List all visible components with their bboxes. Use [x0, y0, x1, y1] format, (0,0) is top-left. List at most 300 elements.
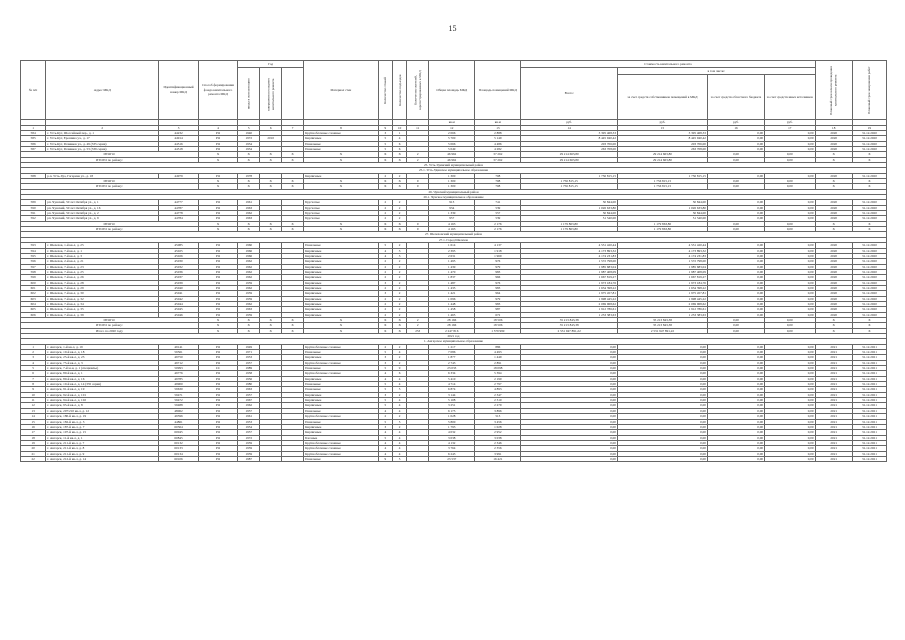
table-cell: 59561: [159, 350, 199, 355]
table-cell: 59471: [159, 392, 199, 397]
table-cell: 1963: [238, 205, 260, 210]
total-cell: 1 756 815,15: [521, 179, 618, 184]
table-cell: 2020: [815, 285, 852, 290]
column-number-cell: 10: [393, 125, 407, 130]
table-cell: 979: [475, 296, 521, 301]
table-cell: 31.12.2020: [852, 253, 886, 258]
table-cell: 2021: [815, 360, 852, 365]
table-cell: 0,00: [707, 243, 764, 248]
table-cell: Панельные: [304, 243, 379, 248]
table-cell: 0,00: [521, 376, 618, 381]
total-cell: X: [282, 221, 304, 226]
table-cell: 2020: [815, 280, 852, 285]
header-total: Всего:: [521, 68, 618, 120]
table-cell: 1987: [238, 456, 260, 461]
table-cell: 31.12.2021: [852, 435, 886, 440]
table-cell: 49141: [159, 344, 199, 349]
table-cell: 966: [475, 275, 521, 280]
table-cell: 2 888: [475, 130, 521, 135]
table-cell: 4: [378, 253, 392, 258]
table-cell: 2: [378, 285, 392, 290]
total-label: ИТОГО:: [21, 317, 199, 322]
table-cell: 591: [21, 211, 46, 216]
table-cell: г. Ангарск, 80-й кв-л, д. 1: [46, 371, 159, 376]
unit-cell: кв.м: [475, 120, 521, 126]
table-cell: 4 493: [475, 350, 521, 355]
table-cell: 0,00: [765, 280, 816, 285]
table-cell: 0,00: [765, 141, 816, 146]
header-regional: за счет средств областного бюджета: [707, 75, 764, 120]
total-cell: X: [378, 184, 392, 189]
table-cell: 0,00: [707, 440, 764, 445]
total-cell: 4 163: [429, 221, 475, 226]
total-cell: 0,00: [765, 179, 816, 184]
table-cell: 0,00: [765, 366, 816, 371]
table-cell: 4 137: [475, 243, 521, 248]
table-cell: 584: [21, 130, 46, 135]
table-cell: 0,00: [765, 205, 816, 210]
table-cell: г. Усть-Кут, Речников ул., д. 53 (339 серия): [46, 146, 159, 151]
header-num: № п/п: [21, 61, 46, 120]
table-cell: 2 395: [429, 248, 475, 253]
table-cell: 1972: [238, 136, 260, 141]
table-cell: 0,00: [765, 414, 816, 419]
section-heading: 26. Чунский муниципальный район: [21, 189, 887, 194]
table-cell: 0,00: [617, 392, 707, 397]
table-cell: 0,00: [707, 211, 764, 216]
total-cell: 253: [407, 328, 429, 333]
total-cell: X: [852, 184, 886, 189]
table-cell: г. Шелехов, 7-й кв-л, д. 39: [46, 312, 159, 317]
table-cell: 45037: [159, 275, 199, 280]
table-cell: 0,00: [707, 173, 764, 178]
table-cell: 45030: [159, 259, 199, 264]
table-cell: РО: [198, 387, 238, 392]
table-cell: 1 667 819,27: [521, 275, 618, 280]
total-cell: 29 214 663,80: [617, 152, 707, 157]
table-cell: 45042: [159, 296, 199, 301]
table-cell: г. Шелехов, 7-й кв-л, д. 32: [46, 296, 159, 301]
table-cell: РО: [198, 136, 238, 141]
section-heading: 25. Усть-Удинский муниципальный район: [21, 163, 887, 168]
table-cell: РО: [198, 291, 238, 296]
table-cell: 3 764: [429, 446, 475, 451]
table-cell: Кирпичные: [304, 376, 379, 381]
table-cell: 31.12.2021: [852, 446, 886, 451]
table-cell: Панельные: [304, 419, 379, 424]
table-cell: 1 973 184,76: [617, 280, 707, 285]
table-cell: 2010: [260, 136, 282, 141]
table-cell: 2: [378, 211, 392, 216]
total-cell: 29 214 663,80: [617, 157, 707, 162]
total-cell: 2 531 947 891,22: [521, 328, 618, 333]
table-cell: 0,00: [617, 440, 707, 445]
table-cell: 2 347: [475, 392, 521, 397]
table-cell: 2021: [815, 419, 852, 424]
total-cell: X: [238, 323, 260, 328]
total-cell: X: [378, 179, 392, 184]
table-cell: 0,00: [707, 430, 764, 435]
table-cell: 21: [21, 451, 46, 456]
total-cell: X: [304, 323, 379, 328]
table-cell: Кирпичные: [304, 307, 379, 312]
total-cell: X: [304, 152, 379, 157]
table-cell: 18: [21, 435, 46, 440]
table-cell: 45044: [159, 301, 199, 306]
table-cell: 50 844,00: [521, 200, 618, 205]
total-cell: 0: [407, 179, 429, 184]
table-cell: РО: [198, 301, 238, 306]
total-cell: X: [393, 157, 407, 162]
table-cell: РО: [198, 216, 238, 221]
table-cell: 16 421: [475, 456, 521, 461]
table-cell: 1 998 445,22: [617, 296, 707, 301]
table-cell: 2: [378, 264, 392, 269]
total-cell: X: [260, 157, 282, 162]
table-cell: 0,00: [707, 424, 764, 429]
table-cell: рп. Чунский, 50 лет Октября ул., д. 9: [46, 216, 159, 221]
table-cell: 593: [21, 243, 46, 248]
table-cell: 49750: [159, 355, 199, 360]
table-cell: Кирпичные: [304, 392, 379, 397]
table-cell: 0,00: [707, 403, 764, 408]
table-cell: Панельные: [304, 146, 379, 151]
table-cell: 2: [393, 312, 407, 317]
total-cell: 2 247 816: [429, 328, 475, 333]
table-cell: 0,00: [617, 419, 707, 424]
total-cell: X: [393, 328, 407, 333]
table-cell: 5 108: [429, 398, 475, 403]
table-cell: 585: [21, 136, 46, 141]
table-cell: 31.12.2021: [852, 392, 886, 397]
table-cell: 4 032: [429, 430, 475, 435]
table-cell: Крупноблочные сложные: [304, 451, 379, 456]
table-cell: 1959: [238, 440, 260, 445]
table-cell: г. Шелехов, 7-й кв-л, д. 34: [46, 301, 159, 306]
total-cell: X: [282, 152, 304, 157]
table-cell: 7: [21, 376, 46, 381]
table-cell: 0,00: [707, 382, 764, 387]
table-cell: 9: [393, 366, 407, 371]
total-cell: 28 166: [429, 323, 475, 328]
total-cell: 1 579 999: [475, 328, 521, 333]
table-cell: 0,00: [707, 451, 764, 456]
table-cell: 4 531 420,44: [617, 243, 707, 248]
table-cell: 2: [393, 211, 407, 216]
table-cell: 0,00: [765, 146, 816, 151]
table-cell: 31.12.2020: [852, 136, 886, 141]
table-cell: РО: [198, 259, 238, 264]
table-cell: 0,00: [617, 355, 707, 360]
table-cell: Крупноблочные сложные: [304, 440, 379, 445]
total-cell: X: [393, 184, 407, 189]
table-cell: 1961: [238, 200, 260, 205]
table-cell: 2021: [815, 414, 852, 419]
table-cell: 0,00: [765, 216, 816, 221]
table-cell: г. Ангарск, 211-й кв-л, д. 8: [46, 446, 159, 451]
table-cell: Кирпичные: [304, 291, 379, 296]
table-cell: 2020: [815, 243, 852, 248]
table-cell: 2: [393, 296, 407, 301]
total-cell: X: [282, 227, 304, 232]
table-cell: 60045: [159, 430, 199, 435]
table-cell: 0,00: [765, 403, 816, 408]
table-cell: 0,00: [765, 291, 816, 296]
header-entrances: Количество подъездов: [393, 61, 407, 120]
table-cell: 934: [429, 205, 475, 210]
table-cell: г. Ангарск, 94-й кв-л, д. 102: [46, 398, 159, 403]
table-cell: 605: [21, 307, 46, 312]
table-cell: 0,00: [765, 312, 816, 317]
table-cell: 51 540,00: [521, 216, 618, 221]
table-cell: 16: [21, 424, 46, 429]
table-cell: РО: [198, 446, 238, 451]
table-cell: Панельные: [304, 141, 379, 146]
table-cell: 1 435: [429, 285, 475, 290]
table-cell: 60133: [159, 446, 199, 451]
table-cell: 1958: [238, 371, 260, 376]
table-cell: 1 028: [475, 424, 521, 429]
table-cell: 539: [475, 216, 521, 221]
table-cell: 0,00: [521, 355, 618, 360]
table-cell: Брусчатые: [304, 200, 379, 205]
table-cell: 0,00: [707, 259, 764, 264]
table-cell: 0,00: [765, 424, 816, 429]
table-cell: 31.12.2020: [852, 205, 886, 210]
total-cell: X: [238, 157, 260, 162]
table-cell: 2020: [815, 253, 852, 258]
table-cell: 49900: [159, 382, 199, 387]
total-cell: X: [815, 317, 852, 322]
table-cell: 0,00: [765, 296, 816, 301]
table-cell: 0,00: [617, 360, 707, 365]
table-cell: 1 756 815,15: [617, 173, 707, 178]
table-cell: 1957: [238, 392, 260, 397]
table-cell: 31.12.2020: [852, 312, 886, 317]
table-cell: РО: [198, 451, 238, 456]
total-cell: 37 262: [475, 157, 521, 162]
table-cell: 0,00: [707, 414, 764, 419]
total-cell: X: [304, 227, 379, 232]
total-cell: X: [198, 157, 238, 162]
table-cell: 0,00: [765, 243, 816, 248]
total-cell: 708: [475, 179, 521, 184]
table-cell: 0,00: [707, 296, 764, 301]
table-cell: 4 132: [429, 440, 475, 445]
table-cell: 6: [393, 141, 407, 146]
table-cell: 0,00: [617, 398, 707, 403]
table-cell: 45039: [159, 280, 199, 285]
table-cell: 2: [378, 296, 392, 301]
table-cell: 2 891: [475, 360, 521, 365]
table-cell: 31.12.2021: [852, 430, 886, 435]
table-cell: 0,00: [765, 371, 816, 376]
table-cell: 2021: [815, 355, 852, 360]
table-cell: 31.12.2020: [852, 291, 886, 296]
table-cell: РО: [198, 414, 238, 419]
total-cell: X: [815, 221, 852, 226]
table-cell: 6 243: [429, 451, 475, 456]
table-cell: 4: [393, 446, 407, 451]
table-cell: 1 975 457,81: [521, 291, 618, 296]
table-cell: 0,00: [521, 371, 618, 376]
table-cell: г. Ангарск, 91-й кв-л, д. 19: [46, 387, 159, 392]
table-cell: 2020: [815, 264, 852, 269]
table-cell: г. Ангарск, 92-й кв-л, д. 101: [46, 392, 159, 397]
table-cell: 0,00: [765, 248, 816, 253]
section-heading: 26.1. Чунское муниципальное образование: [21, 195, 887, 200]
table-cell: 0,00: [617, 414, 707, 419]
table-cell: 5: [378, 146, 392, 151]
header-year-last: завершения последнего капитального ремонта: [260, 68, 282, 120]
table-cell: 49776: [159, 371, 199, 376]
column-number-cell: 19: [852, 125, 886, 130]
table-cell: РО: [198, 435, 238, 440]
table-cell: 2021: [815, 451, 852, 456]
total-cell: 0,00: [707, 152, 764, 157]
column-number-cell: 11: [407, 125, 429, 130]
table-cell: РО: [198, 269, 238, 274]
table-cell: 0,00: [765, 446, 816, 451]
column-number-cell: 5: [238, 125, 260, 130]
table-cell: 3: [378, 130, 392, 135]
unit-cell: кв.м: [429, 120, 475, 126]
total-cell: 0: [407, 221, 429, 226]
table-cell: 0,00: [521, 419, 618, 424]
total-cell: 18 506: [475, 323, 521, 328]
table-cell: 1962: [238, 211, 260, 216]
table-cell: 1 253 383,63: [521, 312, 618, 317]
table-cell: 4: [393, 136, 407, 141]
table-cell: 49596: [159, 414, 199, 419]
total-cell: X: [238, 184, 260, 189]
table-cell: 31.12.2020: [852, 173, 886, 178]
table-cell: 31.12.2021: [852, 440, 886, 445]
table-cell: 6 334: [429, 371, 475, 376]
table-cell: 5 394: [475, 371, 521, 376]
table-cell: 0,00: [521, 366, 618, 371]
table-cell: 4: [393, 403, 407, 408]
table-cell: 0,00: [707, 291, 764, 296]
table-cell: 1 572 798,00: [617, 259, 707, 264]
section-heading: 1. Ангарское муниципальное образование: [21, 339, 887, 344]
table-cell: 5: [393, 419, 407, 424]
table-cell: 31.12.2021: [852, 451, 886, 456]
table-cell: 23 537: [429, 456, 475, 461]
table-cell: 45036: [159, 269, 199, 274]
table-cell: СС: [198, 366, 238, 371]
table-cell: 957: [429, 216, 475, 221]
table-cell: 45045: [159, 307, 199, 312]
table-cell: 0,00: [707, 146, 764, 151]
table-cell: 44777: [159, 200, 199, 205]
table-cell: 10: [21, 392, 46, 397]
table-cell: 1 439: [429, 264, 475, 269]
table-cell: 60106: [159, 456, 199, 461]
total-cell: X: [238, 152, 260, 157]
table-cell: 4: [378, 371, 392, 376]
table-cell: г. Усть-Кут, Ерошина ул., д. 17: [46, 136, 159, 141]
table-cell: 1 912 786,61: [617, 307, 707, 312]
column-number-cell: 4: [198, 125, 238, 130]
table-cell: 4: [393, 451, 407, 456]
table-cell: 2 310: [475, 398, 521, 403]
total-cell: X: [378, 221, 392, 226]
table-cell: 1 793: [429, 424, 475, 429]
table-cell: Панельные: [304, 408, 379, 413]
table-cell: 1 987 408,09: [521, 269, 618, 274]
table-cell: 0,00: [765, 173, 816, 178]
total-cell: X: [304, 317, 379, 322]
total-cell: 18 506: [475, 317, 521, 322]
table-cell: РО: [198, 350, 238, 355]
table-cell: Блочные: [304, 435, 379, 440]
table-cell: 1963: [238, 387, 260, 392]
table-cell: г. Ангарск, 80-й кв-л, д. 16: [46, 376, 159, 381]
total-cell: 1 756 815,15: [617, 184, 707, 189]
table-cell: 4 282: [475, 146, 521, 151]
table-cell: 44518: [159, 146, 199, 151]
table-cell: 31.12.2021: [852, 382, 886, 387]
table-cell: 2: [378, 275, 392, 280]
section-heading: 2021 год: [21, 334, 887, 339]
table-cell: Брусчатые: [304, 205, 379, 210]
table-cell: 5: [378, 366, 392, 371]
total-cell: 1 756 815,15: [617, 179, 707, 184]
table-cell: 0,00: [521, 430, 618, 435]
total-cell: 0,00: [765, 227, 816, 232]
table-cell: 2020: [815, 173, 852, 178]
total-cell: 1 756 815,15: [521, 184, 618, 189]
table-cell: Кирпичные: [304, 355, 379, 360]
table-cell: Панельные: [304, 456, 379, 461]
total-cell: 2 176: [475, 227, 521, 232]
table-cell: г. Шелехов, 7-й кв-л, д. 3: [46, 253, 159, 258]
table-cell: 44914: [159, 136, 199, 141]
table-cell: 0,00: [617, 403, 707, 408]
table-cell: 1953: [238, 419, 260, 424]
table-cell: 5 149: [475, 136, 521, 141]
table-cell: 31.12.2020: [852, 301, 886, 306]
table-cell: 708: [475, 173, 521, 178]
total-cell: X: [260, 221, 282, 226]
table-cell: 0,00: [707, 130, 764, 135]
table-cell: Кирпичные: [304, 248, 379, 253]
total-cell: X: [304, 221, 379, 226]
total-cell: X: [304, 328, 379, 333]
table-cell: 0,00: [521, 398, 618, 403]
table-cell: 1 634 398,22: [521, 285, 618, 290]
table-cell: Кирпичные: [304, 173, 379, 178]
header-plan-start: Плановый срок начала проведения капитального ремонта: [815, 61, 852, 120]
total-cell: X: [238, 221, 260, 226]
table-cell: 0,00: [617, 446, 707, 451]
table-cell: 3 896: [475, 408, 521, 413]
table-cell: Панельные: [304, 366, 379, 371]
table-cell: РО: [198, 173, 238, 178]
table-cell: 0,00: [707, 350, 764, 355]
table-cell: 0,00: [765, 451, 816, 456]
header-other: за счет средств иных источников: [765, 75, 816, 120]
table-cell: 983: [475, 301, 521, 306]
table-cell: 1 028: [429, 414, 475, 419]
table-cell: г. Ангарск, 182-й кв-л, д. 3: [46, 419, 159, 424]
total-cell: 0,00: [707, 328, 764, 333]
total-cell: X: [815, 157, 852, 162]
table-cell: 3: [378, 392, 392, 397]
table-cell: 1 465: [429, 312, 475, 317]
table-cell: 2021: [815, 376, 852, 381]
